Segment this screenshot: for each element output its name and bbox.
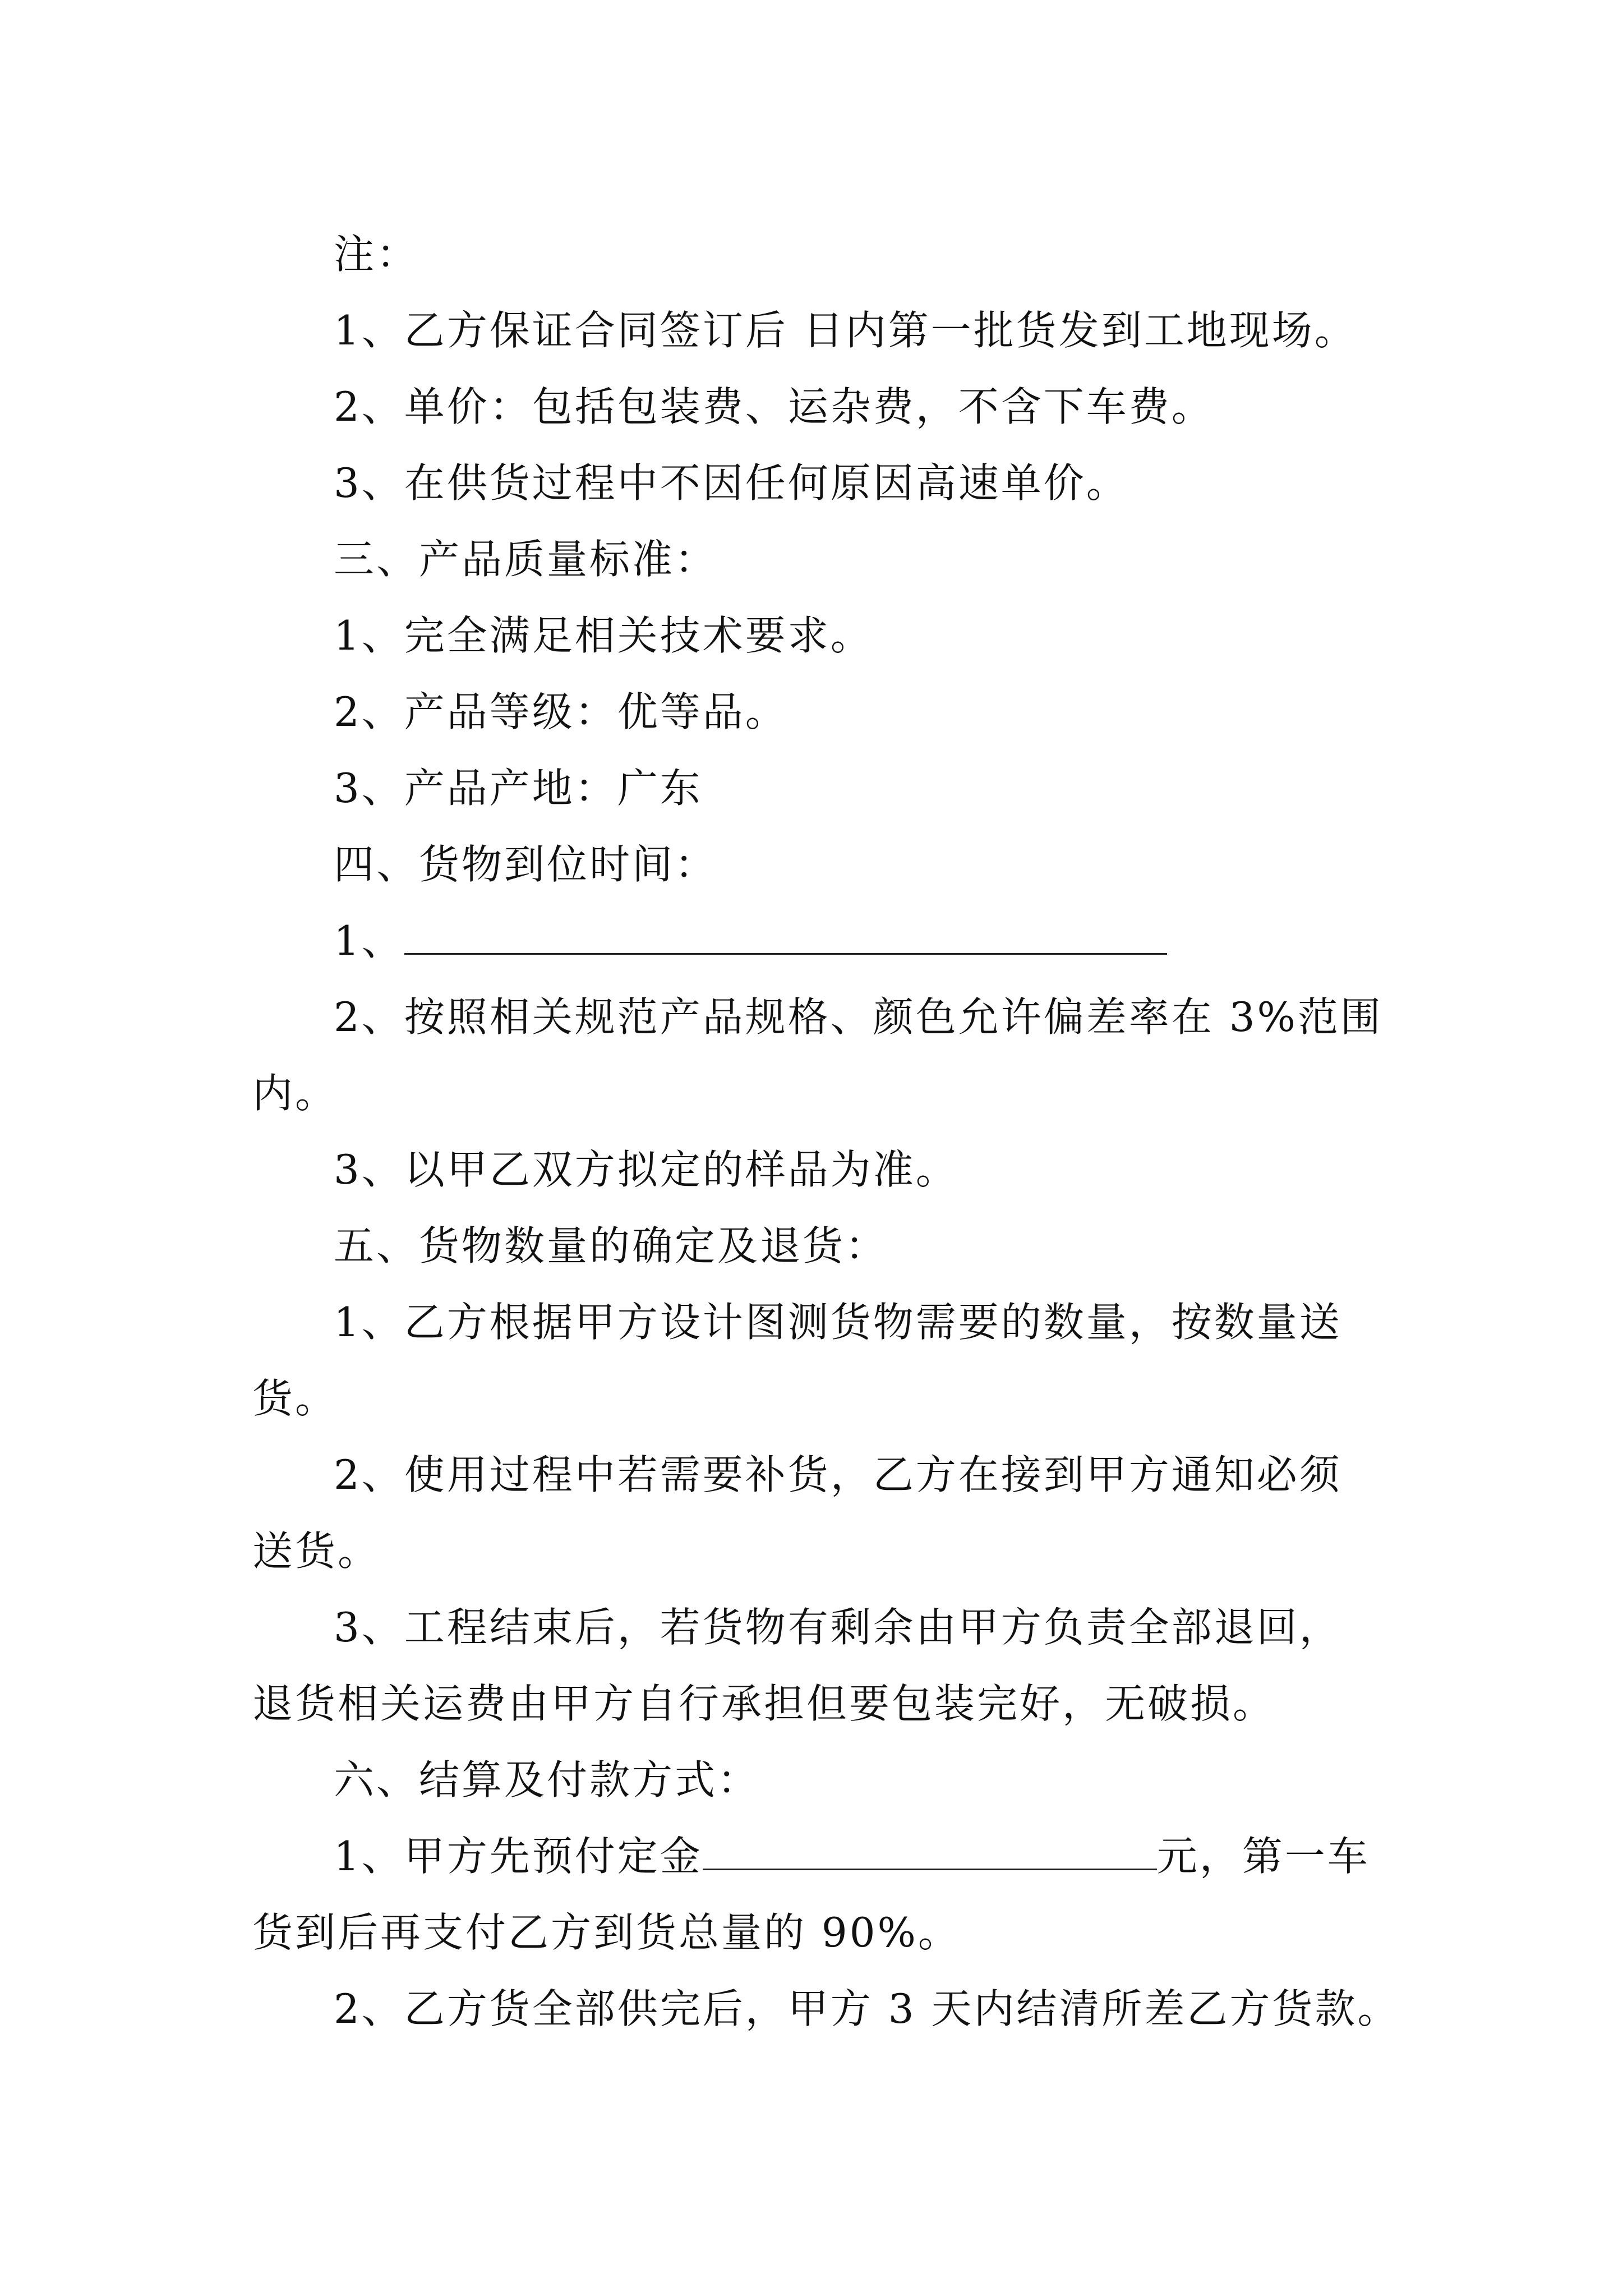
- section-6-item-1-suffix: 元，第一车: [1156, 1833, 1370, 1880]
- section-5-item-3-line-2: 退货相关运费由甲方自行承担但要包装完好，无破损。: [252, 1680, 1276, 1727]
- section-6-title: 六、结算及付款方式：: [334, 1756, 760, 1803]
- note-item-2: 2、单价：包括包装费、运杂费，不含下车费。: [334, 383, 1214, 430]
- section-5-item-3-line-1: 3、工程结束后，若货物有剩余由甲方负责全部退回，: [334, 1604, 1342, 1651]
- document-body: [252, 216, 1402, 2047]
- section-4-item-1: [252, 903, 1402, 979]
- section-4-item-1-prefix: 1、: [334, 917, 404, 964]
- section-5-item-2-line-2: 送货。: [252, 1527, 381, 1575]
- section-5-title: 五、货物数量的确定及退货：: [334, 1222, 888, 1269]
- section-6-item-1-prefix: 1、甲方先预付定金: [334, 1833, 703, 1880]
- section-3-item-2: 2、产品等级：优等品。: [334, 688, 788, 735]
- section-4-item-3: 3、以甲乙双方拟定的样品为准。: [334, 1146, 958, 1193]
- section-6-item-2: 2、乙方货全部供完后，甲方 3 天内结清所差乙方货款。: [334, 1985, 1400, 2032]
- section-3-item-1: 1、完全满足相关技术要求。: [334, 612, 873, 659]
- section-6-item-1-line-2: 货到后再支付乙方到货总量的 90%。: [252, 1909, 961, 1956]
- note-header: 注：: [334, 231, 419, 278]
- section-5-item-1-line-1: 1、乙方根据甲方设计图测货物需要的数量，按数量送: [334, 1299, 1342, 1346]
- note-item-3: 3、在供货过程中不因任何原因高速单价。: [334, 459, 1129, 507]
- fill-in-blank-deposit-amount: [703, 1834, 1157, 1870]
- section-6-item-1-line-1: [252, 1818, 1402, 1894]
- section-3-title: 三、产品质量标准：: [334, 536, 718, 583]
- section-5-item-1-line-2: 货。: [252, 1375, 338, 1422]
- section-4-item-2-line-2: 内。: [252, 1070, 338, 1117]
- section-3-item-3: 3、产品产地：广东: [334, 765, 703, 812]
- section-4-item-2-line-1: 2、按照相关规范产品规格、颜色允许偏差率在 3%范围: [334, 993, 1383, 1041]
- section-4-title: 四、货物到位时间：: [334, 841, 718, 888]
- note-item-1: 1、乙方保证合同签订后 日内第一批货发到工地现场。: [334, 307, 1357, 354]
- section-5-item-2-line-1: 2、使用过程中若需要补货，乙方在接到甲方通知必须: [334, 1451, 1342, 1498]
- fill-in-blank-delivery-time: [404, 918, 1167, 955]
